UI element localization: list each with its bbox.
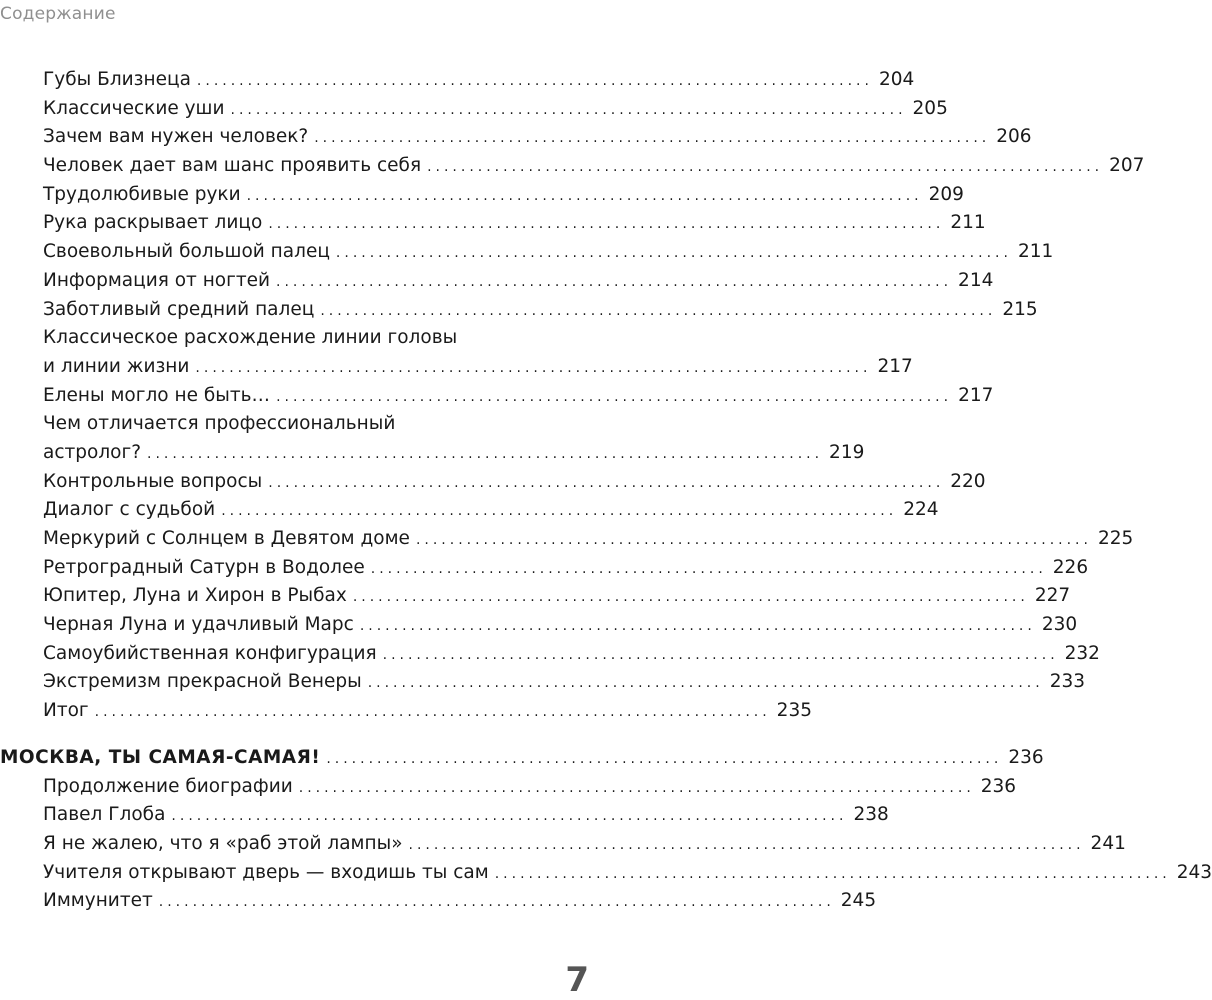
toc-entry-title: Елены могло не быть… [43,384,271,406]
toc-entry-title: Трудолюбивые руки [43,183,241,205]
toc-entry [0,697,812,726]
toc-entry-page-number: 205 [912,97,948,119]
toc-entry-page-number: 233 [1049,671,1086,693]
toc-entry-title: Продолжение биографии [43,775,293,797]
dot-leader: ................................................................................ [268,474,945,491]
toc-chapter-heading [0,744,1044,773]
toc-entry [0,582,1071,611]
toc-entry-title: Ретроградный Сатурн в Водолее [43,556,365,578]
toc-entry [0,468,986,497]
toc-entry [0,887,877,916]
toc-entry-title: Павел Глоба [43,804,166,826]
toc-entry [0,353,913,382]
toc-entry [0,439,865,468]
toc-entry [0,611,1078,640]
toc-entry [0,773,1017,802]
toc-entry-title: Своевольный большой палец [43,241,330,263]
toc-entry-page-number: 241 [1090,832,1126,854]
toc-entry-title: Я не жалею, что я «раб этой лампы» [43,832,403,854]
toc-entry-page-number: 245 [840,890,877,912]
toc-entry-title: Зачем вам нужен человек? [43,126,309,148]
toc-entry-page-number: 232 [1064,642,1100,664]
toc-entry-title: Классическое расхождение линии головы [43,327,458,349]
dot-leader: ................................................................................ [276,273,953,290]
toc-entry-title: Экстремизм прекрасной Венеры [43,671,362,693]
toc-entry [0,123,1032,152]
dot-leader: ................................................................................ [158,894,835,911]
dot-leader: ................................................................................ [427,159,1104,176]
dot-leader: ................................................................................ [196,73,873,89]
toc-entry-title: Информация от ногтей [43,269,271,291]
dot-leader: ................................................................................ [268,216,945,233]
toc-entry-page-number: 206 [996,126,1032,148]
toc-entry-page-number: 215 [1002,298,1038,320]
page-number: 7 [565,960,589,1000]
dot-leader: ................................................................................ [147,445,824,462]
toc-entry-page-number: 230 [1041,614,1078,636]
toc-entry-title: Заботливый средний палец [43,298,315,320]
dot-leader: ................................................................................ [359,618,1036,635]
toc-section-entries [0,66,1145,726]
toc-entry [0,267,994,296]
toc-entry-title-line [0,410,548,439]
toc-entry [0,152,1145,181]
dot-leader: ................................................................................ [171,808,848,825]
dot-leader: ................................................................................ [326,750,1003,767]
dot-leader: ................................................................................ [246,187,923,204]
toc-entry-page-number: 235 [776,700,812,722]
dot-leader: ................................................................................ [382,646,1059,663]
toc-entry-page-number: 217 [958,384,994,406]
toc-entry-page-number: 211 [950,212,986,234]
toc-entry-page-number: 219 [829,441,865,463]
toc-entry [0,525,1134,554]
dot-leader: ................................................................................ [94,704,771,721]
toc-entry [0,238,1054,267]
toc-entry-title: Контрольные вопросы [43,470,263,492]
toc-entry [0,668,1086,697]
toc-entry-page-number: 209 [928,183,964,205]
toc-entry-page-number: 224 [903,499,939,521]
dot-leader: ................................................................................ [335,245,1012,262]
toc-entry-title: астролог? [43,441,142,463]
dot-leader: ................................................................................ [298,779,975,796]
toc-entry-title: Человек дает вам шанс проявить себя [43,155,422,177]
chapter-title: МОСКВА, ТЫ САМАЯ-САМАЯ! [0,746,321,768]
toc-entry [0,66,915,95]
toc-entry-title: Рука раскрывает лицо [43,212,263,234]
toc-entry-title: Самоубийственная конфигурация [43,642,377,664]
toc-entry [0,554,1089,583]
toc-entry [0,859,1212,888]
dot-leader: ................................................................................ [276,388,953,405]
toc-entry-title: Диалог с судьбой [43,499,216,521]
toc-entry-title: Губы Близнеца [43,69,191,90]
toc-entry-title: Итог [43,700,89,722]
toc-entry [0,801,889,830]
toc-entry-page-number: 204 [878,69,915,90]
chapter-page-number: 236 [1008,746,1044,768]
toc-chapter-entries [0,773,1212,916]
dot-leader: ................................................................................ [494,865,1171,882]
dot-leader: ................................................................................ [320,302,997,319]
toc-entry-page-number: 217 [877,355,913,377]
toc-entry-page-number: 236 [980,775,1017,797]
toc-entry [0,640,1100,669]
toc-entry [0,95,948,124]
toc-entry-title: Иммунитет [43,890,153,912]
dot-leader: ................................................................................ [221,503,898,520]
toc-entry [0,209,986,238]
dot-leader: ................................................................................ [408,836,1085,853]
toc-entry-title: и линии жизни [43,355,190,377]
toc-entry-title-line [0,324,548,353]
dot-leader: ................................................................................ [230,101,907,118]
toc-entry [0,181,964,210]
toc-entry-title: Меркурий с Солнцем в Девятом доме [43,528,410,549]
dot-leader: ................................................................................ [370,560,1047,577]
toc-entry-page-number: 207 [1109,155,1145,177]
toc-entry-page-number: 227 [1034,585,1071,607]
toc-entry-page-number: 220 [950,470,986,492]
toc-entry-page-number: 211 [1017,241,1054,263]
toc-entry [0,496,939,525]
toc-entry-page-number: 238 [853,804,889,826]
dot-leader: ................................................................................ [352,589,1029,606]
toc-entry [0,296,1038,325]
toc-entry-page-number: 243 [1176,861,1212,883]
toc-entry-page-number: 214 [958,269,994,291]
toc-entry-title: Юпитер, Луна и Хирон в Рыбах [43,585,347,607]
toc-entry [0,830,1126,859]
toc-entry-page-number: 226 [1052,556,1089,578]
table-of-contents [0,66,1212,916]
toc-entry-title: Черная Луна и удачливый Марс [43,614,354,636]
dot-leader: ................................................................................ [314,130,991,147]
dot-leader: ................................................................................ [195,359,872,376]
dot-leader: ................................................................................ [415,532,1092,548]
toc-entry [0,382,994,411]
toc-entry-page-number: 225 [1097,528,1134,549]
toc-entry-title: Классические уши [43,97,225,119]
toc-entry-title: Чем отличается профессиональный [43,413,396,435]
dot-leader: ................................................................................ [367,675,1044,692]
running-head: Содержание [0,4,116,24]
toc-entry-title: Учителя открывают дверь — входишь ты сам [43,861,489,883]
